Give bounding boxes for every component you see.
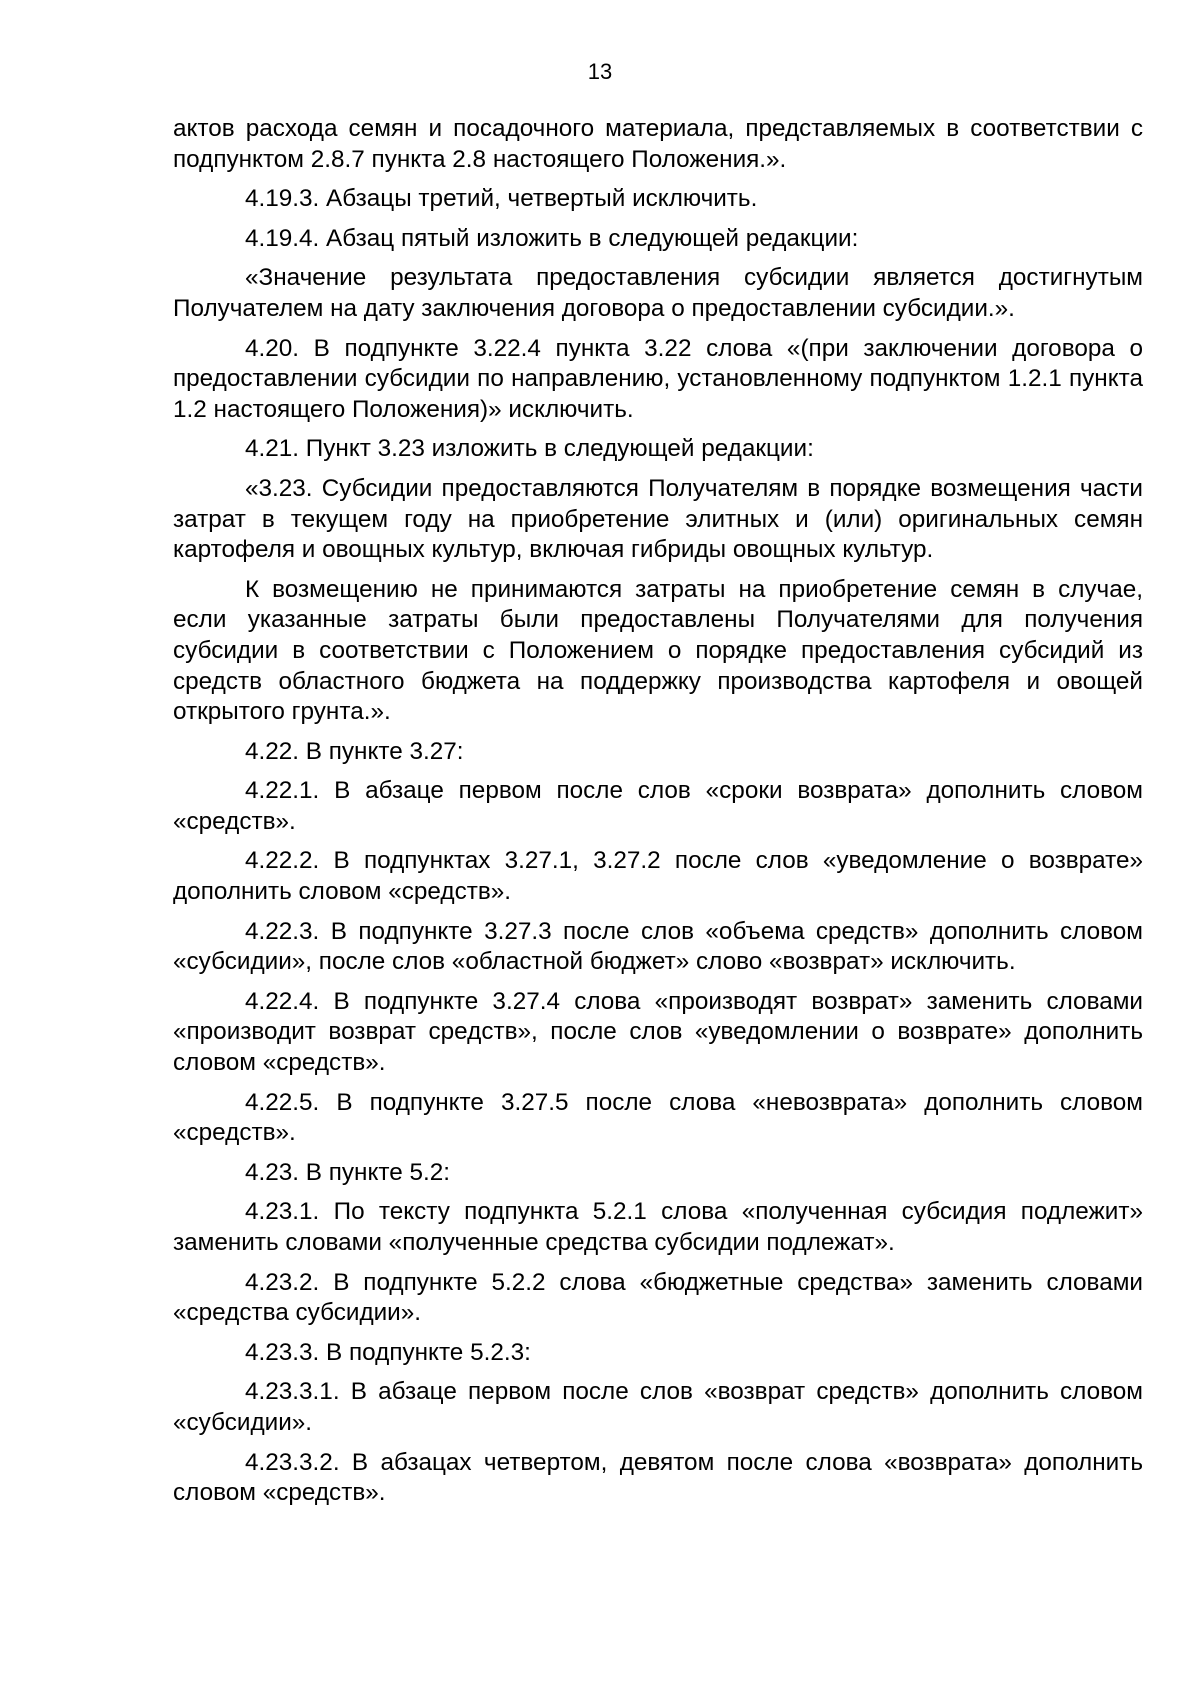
paragraph: «3.23. Субсидии предоставляются Получателям в порядке возмещения части затрат в текущем году на приобретение элитных и (или) оригинальных семян картофеля и овощных культур, включая гибриды овощных культур. [173, 474, 1143, 564]
page-number: 13 [587, 59, 613, 84]
paragraph: 4.22.5. В подпункте 3.27.5 после слова «невозврата» дополнить словом «средств». [173, 1088, 1143, 1147]
paragraph: 4.19.3. Абзацы третий, четвертый исключить. [245, 185, 758, 213]
paragraph: 4.23.2. В подпункте 5.2.2 слова «бюджетные средства» заменить словами «средства субсидии». [173, 1268, 1143, 1327]
paragraph: 4.23.3.1. В абзаце первом после слов «возврат средств» дополнить словом «субсидии». [173, 1378, 1143, 1436]
paragraph: актов расхода семян и посадочного материала, представляемых в соответствии с подпунктом 2.8.7 пункта 2.8 настоящего Положения.». [173, 115, 1143, 173]
paragraph: 4.23.1. По тексту подпункта 5.2.1 слова «полученная субсидия подлежит» заменить словами «полученные средства субсидии подлежат». [173, 1198, 1143, 1256]
paragraph: К возмещению не принимаются затраты на приобретение семян в случае, если указанные затраты были предоставлены Получателями для получения субсидии в соответствии с Положением о порядке предоставления субсидий из средств областного бюджета на поддержку производства картофеля и овощей открытого грунта.». [173, 575, 1143, 726]
document-body [173, 114, 1143, 1518]
paragraph: 4.23. В пункте 5.2: [245, 1158, 451, 1186]
paragraph: 4.22.1. В абзаце первом после слов «сроки возврата» дополнить словом «средств». [173, 777, 1143, 835]
paragraph: 4.20. В подпункте 3.22.4 пункта 3.22 слова «(при заключении договора о предоставлении субсидии по направлению, установленному подпунктом 1.2.1 пункта 1.2 настоящего Положения)» исключить. [173, 334, 1143, 423]
paragraph: 4.23.3. В подпункте 5.2.3: [245, 1338, 531, 1366]
paragraph: 4.22.4. В подпункте 3.27.4 слова «производят возврат» заменить словами «производит возврат средств», после слов «уведомлении о возврате» дополнить словом «средств». [173, 987, 1143, 1077]
paragraph: 4.23.3.2. В абзацах четвертом, девятом после слова «возврата» дополнить словом «средств». [173, 1448, 1143, 1507]
paragraph: «Значение результата предоставления субсидии является достигнутым Получателем на дату заключения договора о предоставлении субсидии.». [173, 264, 1143, 322]
paragraph: 4.22.3. В подпункте 3.27.3 после слов «объема средств» дополнить словом «субсидии», после слов «областной бюджет» слово «возврат» исключить. [173, 917, 1143, 976]
paragraph: 4.22. В пункте 3.27: [245, 737, 464, 765]
paragraph: 4.22.2. В подпунктах 3.27.1, 3.27.2 после слов «уведомление о возврате» дополнить словом «средств». [173, 847, 1143, 906]
paragraph: 4.21. Пункт 3.23 изложить в следующей редакции: [245, 435, 814, 463]
paragraph: 4.19.4. Абзац пятый изложить в следующей редакции: [245, 224, 859, 252]
